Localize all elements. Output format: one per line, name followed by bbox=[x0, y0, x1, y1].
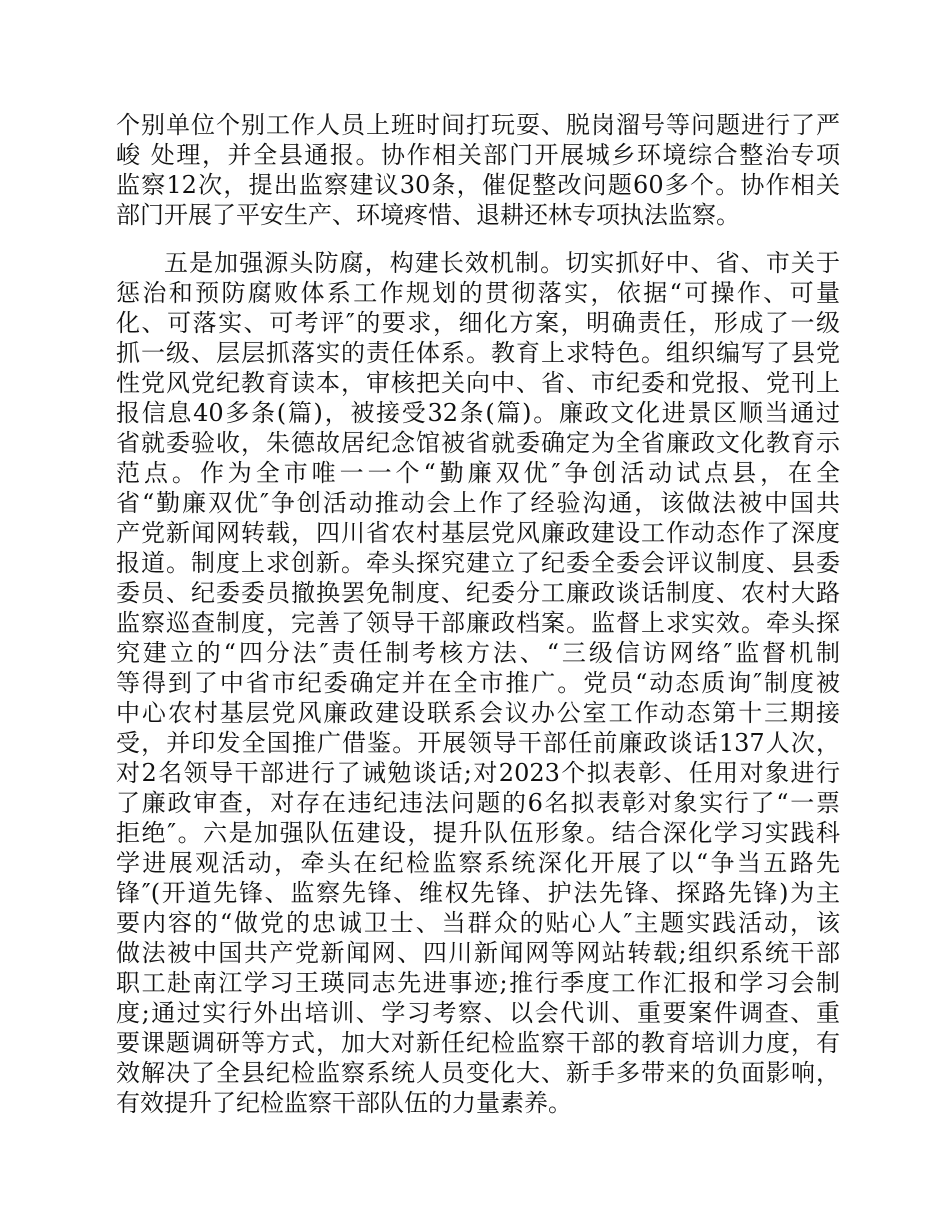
paragraph-1-line: 部门开展了平安生产、环境疼惜、退耕还林专项执法监察。 bbox=[116, 201, 740, 229]
paragraph-2-line: 学进展观活动，牵头在纪检监察系统深化开展了以“争当五路先 bbox=[116, 849, 840, 877]
paragraph-2-line: 监察巡查制度，完善了领导干部廉政档案。监督上求实效。牵头探 bbox=[116, 609, 840, 637]
paragraph-1-line: 监察12次，提出监察建议30条，催促整改问题60多个。协作相关 bbox=[116, 171, 840, 199]
paragraph-2-line: 效解决了全县纪检监察系统人员变化大、新手多带来的负面影响， bbox=[116, 1059, 840, 1087]
paragraph-1-line: 峻 处理，并全县通报。协作相关部门开展城乡环境综合整治专项 bbox=[116, 141, 840, 169]
paragraph-2-line: 度;通过实行外出培训、学习考察、以会代训、重要案件调查、重 bbox=[116, 999, 840, 1027]
paragraph-2-line: 省“勤廉双优″争创活动推动会上作了经验沟通，该做法被中国共 bbox=[116, 489, 840, 517]
paragraph-2 bbox=[116, 248, 840, 1118]
paragraph-2-line: 省就委验收，朱德故居纪念馆被省就委确定为全省廉政文化教育示 bbox=[116, 429, 840, 457]
paragraph-2-line: 锋″(开道先锋、监察先锋、维权先锋、护法先锋、探路先锋)为主 bbox=[116, 879, 840, 907]
paragraph-2-line: 究建立的“四分法″责任制考核方法、“三级信访网络″监督机制 bbox=[116, 639, 840, 667]
paragraph-2-line: 拒绝″。六是加强队伍建设，提升队伍形象。结合深化学习实践科 bbox=[116, 819, 840, 847]
paragraph-2-line: 做法被中国共产党新闻网、四川新闻网等网站转载;组织系统干部 bbox=[116, 939, 840, 967]
paragraph-2-line: 等得到了中省市纪委确定并在全市推广。党员“动态质询″制度被 bbox=[116, 669, 840, 697]
paragraph-2-line: 有效提升了纪检监察干部队伍的力量素养。 bbox=[116, 1089, 572, 1117]
paragraph-2-line: 了廉政审查，对存在违纪违法问题的6名拟表彰对象实行了“一票 bbox=[116, 789, 840, 817]
paragraph-2-line: 性党风党纪教育读本，审核把关向中、省、市纪委和党报、党刊上 bbox=[116, 369, 840, 397]
paragraph-2-line: 产党新闻网转载，四川省农村基层党风廉政建设工作动态作了深度 bbox=[116, 519, 840, 547]
paragraph-1 bbox=[116, 110, 840, 230]
paragraph-2-line: 要内容的“做党的忠诚卫士、当群众的贴心人″主题实践活动，该 bbox=[116, 909, 840, 937]
paragraph-2-line: 范点。作为全市唯一一个“勤廉双优″争创活动试点县，在全 bbox=[116, 459, 840, 487]
paragraph-1-line: 个别单位个别工作人员上班时间打玩耍、脱岗溜号等问题进行了严 bbox=[116, 111, 840, 139]
paragraph-2-line: 化、可落实、可考评″的要求，细化方案，明确责任，形成了一级 bbox=[116, 309, 840, 337]
paragraph-2-line: 受，并印发全国推广借鉴。开展领导干部任前廉政谈话137人次， bbox=[116, 729, 840, 757]
paragraph-2-line: 抓一级、层层抓落实的责任体系。教育上求特色。组织编写了县党 bbox=[116, 339, 840, 367]
paragraph-2-line: 对2名领导干部进行了诫勉谈话;对2023个拟表彰、任用对象进行 bbox=[116, 759, 840, 787]
paragraph-2-line: 五是加强源头防腐，构建长效机制。切实抓好中、省、市关于 bbox=[164, 249, 840, 277]
paragraph-2-line: 报道。制度上求创新。牵头探究建立了纪委全委会评议制度、县委 bbox=[116, 549, 840, 577]
paragraph-2-line: 惩治和预防腐败体系工作规划的贯彻落实，依据“可操作、可量 bbox=[116, 279, 840, 307]
paragraph-2-line: 中心农村基层党风廉政建设联系会议办公室工作动态第十三期接 bbox=[116, 699, 840, 727]
paragraph-2-line: 报信息40多条(篇)，被接受32条(篇)。廉政文化进景区顺当通过 bbox=[116, 399, 840, 427]
paragraph-2-line: 委员、纪委委员撤换罢免制度、纪委分工廉政谈话制度、农村大路 bbox=[116, 579, 840, 607]
paragraph-2-line: 要课题调研等方式，加大对新任纪检监察干部的教育培训力度，有 bbox=[116, 1029, 840, 1057]
paragraph-2-line: 职工赴南江学习王瑛同志先进事迹;推行季度工作汇报和学习会制 bbox=[116, 969, 840, 997]
